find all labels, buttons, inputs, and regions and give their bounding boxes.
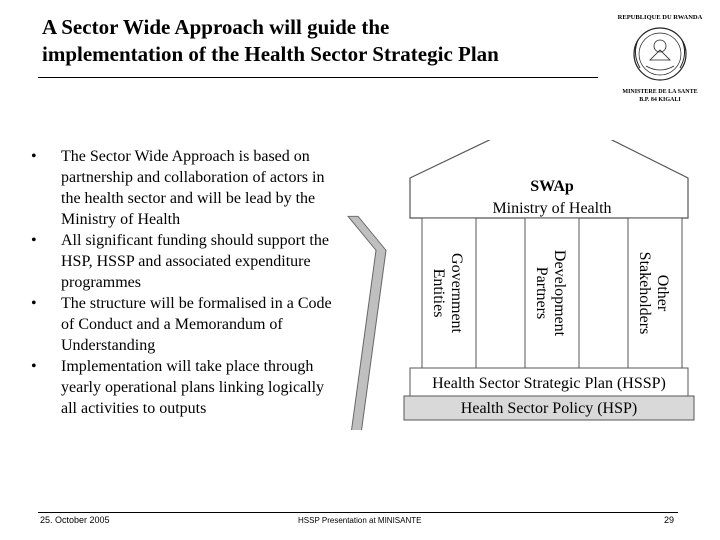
emblem-top-text: REPUBLIQUE DU RWANDA — [617, 14, 703, 21]
footer-date: 25. October 2005 — [40, 515, 110, 525]
pillar-government-line2: Entities — [430, 268, 447, 318]
bullet-item — [28, 146, 338, 230]
bullet-marker: • — [31, 148, 37, 165]
slide-title — [42, 14, 602, 68]
title-divider — [38, 77, 598, 78]
footer-presentation-title: HSSP Presentation at MINISANTE — [298, 516, 422, 525]
pillar-development-line2: Partners — [533, 266, 550, 320]
swap-title: SWAp — [530, 178, 574, 195]
bullet-marker: • — [31, 295, 37, 312]
title-line-1: A Sector Wide Approach will guide the — [42, 15, 390, 39]
bullet-text: All significant funding should support the HSP, HSSP and associated expenditure programmes — [61, 232, 329, 291]
pillar-development-line1: Development — [551, 249, 568, 337]
bullet-item — [28, 293, 338, 356]
pillar-government-line1: Government — [448, 253, 465, 333]
footer-divider — [38, 512, 678, 513]
pillar-stakeholders-line2: Stakeholders — [636, 251, 653, 335]
title-line-2: implementation of the Health Sector Strategic Plan — [42, 42, 499, 66]
bullet-list — [28, 146, 338, 419]
emblem-address-text: B.P. 84 KIGALI — [639, 97, 681, 103]
base-hsp-label: Health Sector Policy (HSP) — [460, 400, 638, 417]
footer-page-number: 29 — [664, 515, 675, 525]
bullet-item — [28, 356, 338, 419]
bullet-text: Implementation will take place through yearly operational plans linking logically all activities to outputs — [61, 358, 325, 417]
swap-diagram — [330, 140, 700, 430]
pillar-stakeholders-line1: Other — [654, 274, 671, 312]
bullet-text: The Sector Wide Approach is based on partnership and collaboration of actors in the health sector and will be lead by the Ministry of Health — [61, 148, 325, 228]
bullet-marker: • — [31, 358, 37, 375]
swap-subtitle: Ministry of Health — [492, 200, 612, 217]
emblem-ministry-text: MINISTERE DE LA SANTE — [622, 89, 698, 95]
rwanda-emblem-logo — [610, 10, 710, 110]
bullet-item — [28, 230, 338, 293]
bullet-marker: • — [31, 232, 37, 249]
bullet-text: The structure will be formalised in a Code of Conduct and a Memorandum of Understanding — [61, 295, 332, 354]
base-hssp-label: Health Sector Strategic Plan (HSSP) — [432, 375, 666, 392]
